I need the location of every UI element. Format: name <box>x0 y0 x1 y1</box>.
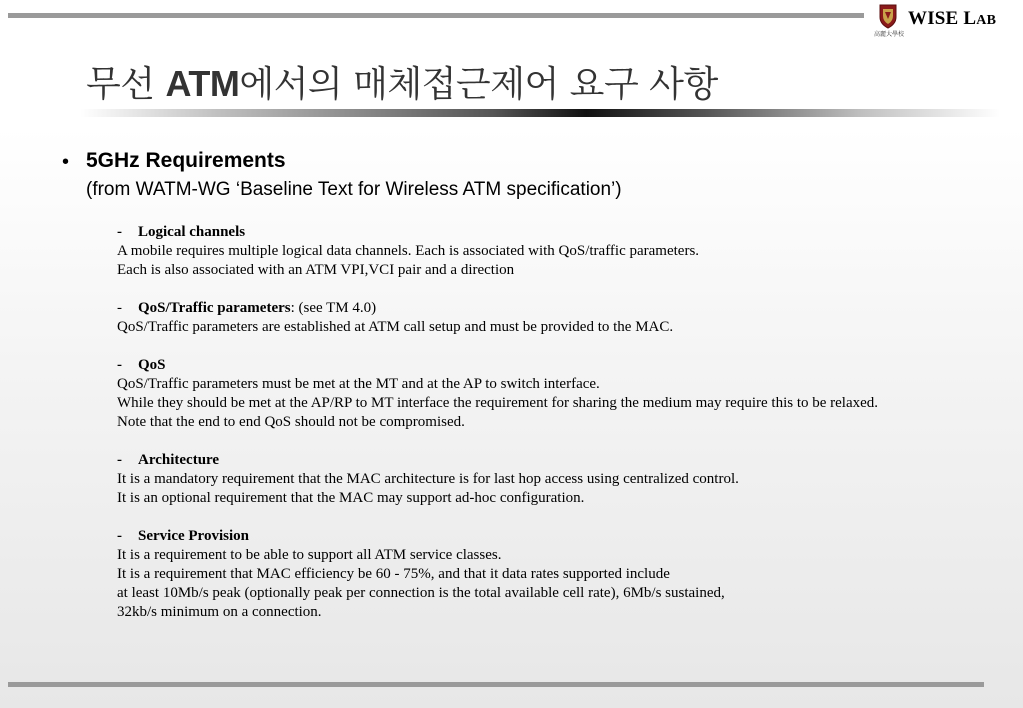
section-line: QoS/Traffic parameters are established at ATM call setup and must be provided to the MAC. <box>117 319 674 335</box>
section-title: - QoS/Traffic parameters: (see TM 4.0) <box>117 300 377 316</box>
section-line: A mobile requires multiple logical data channels. Each is associated with QoS/traffic parameters. <box>117 243 700 259</box>
section-line: It is an optional requirement that the MAC may support ad-hoc configuration. <box>117 490 585 506</box>
logo-subtext: 高麗大學校 <box>873 31 904 38</box>
university-crest-icon <box>878 3 898 29</box>
section-line: Each is also associated with an ATM VPI,VCI pair and a direction <box>117 262 515 278</box>
requirements-heading: 5GHz Requirements <box>86 149 286 172</box>
logo-text: WISE LAB <box>908 8 997 29</box>
section-line: at least 10Mb/s peak (optionally peak per connection is the total available cell rate), 6Mb/s sustained, <box>117 585 725 601</box>
requirements-body <box>117 223 997 622</box>
section-title: - Architecture <box>117 452 220 468</box>
title-divider-rule <box>80 109 1000 117</box>
section-line: It is a requirement that MAC efficiency be 60 - 75%, and that it data rates supported include <box>117 566 670 582</box>
section-title: - Service Provision <box>117 528 249 544</box>
section-line: It is a requirement to be able to support all ATM service classes. <box>117 547 502 563</box>
section-title: - QoS <box>117 357 166 373</box>
bullet-marker: • <box>62 151 70 173</box>
section-line: While they should be met at the AP/RP to MT interface the requirement for sharing the medium may require this to be relaxed. <box>117 395 879 411</box>
slide-title: 무선 ATM에서의 매체접근제어 요구 사항 <box>86 63 718 105</box>
section-line: Note that the end to end QoS should not be compromised. <box>117 414 465 430</box>
wise-lab-logo <box>872 3 1012 41</box>
section-line: 32kb/s minimum on a connection. <box>117 604 322 620</box>
section-line: It is a mandatory requirement that the MAC architecture is for last hop access using centralized control. <box>117 471 739 487</box>
section-line: QoS/Traffic parameters must be met at the MT and at the AP to switch interface. <box>117 376 600 392</box>
section-title: - Logical channels <box>117 224 246 240</box>
top-divider-bar <box>8 13 864 18</box>
requirements-source: (from WATM-WG ‘Baseline Text for Wireless ATM specification’) <box>86 179 622 200</box>
bottom-divider-bar <box>8 682 984 687</box>
